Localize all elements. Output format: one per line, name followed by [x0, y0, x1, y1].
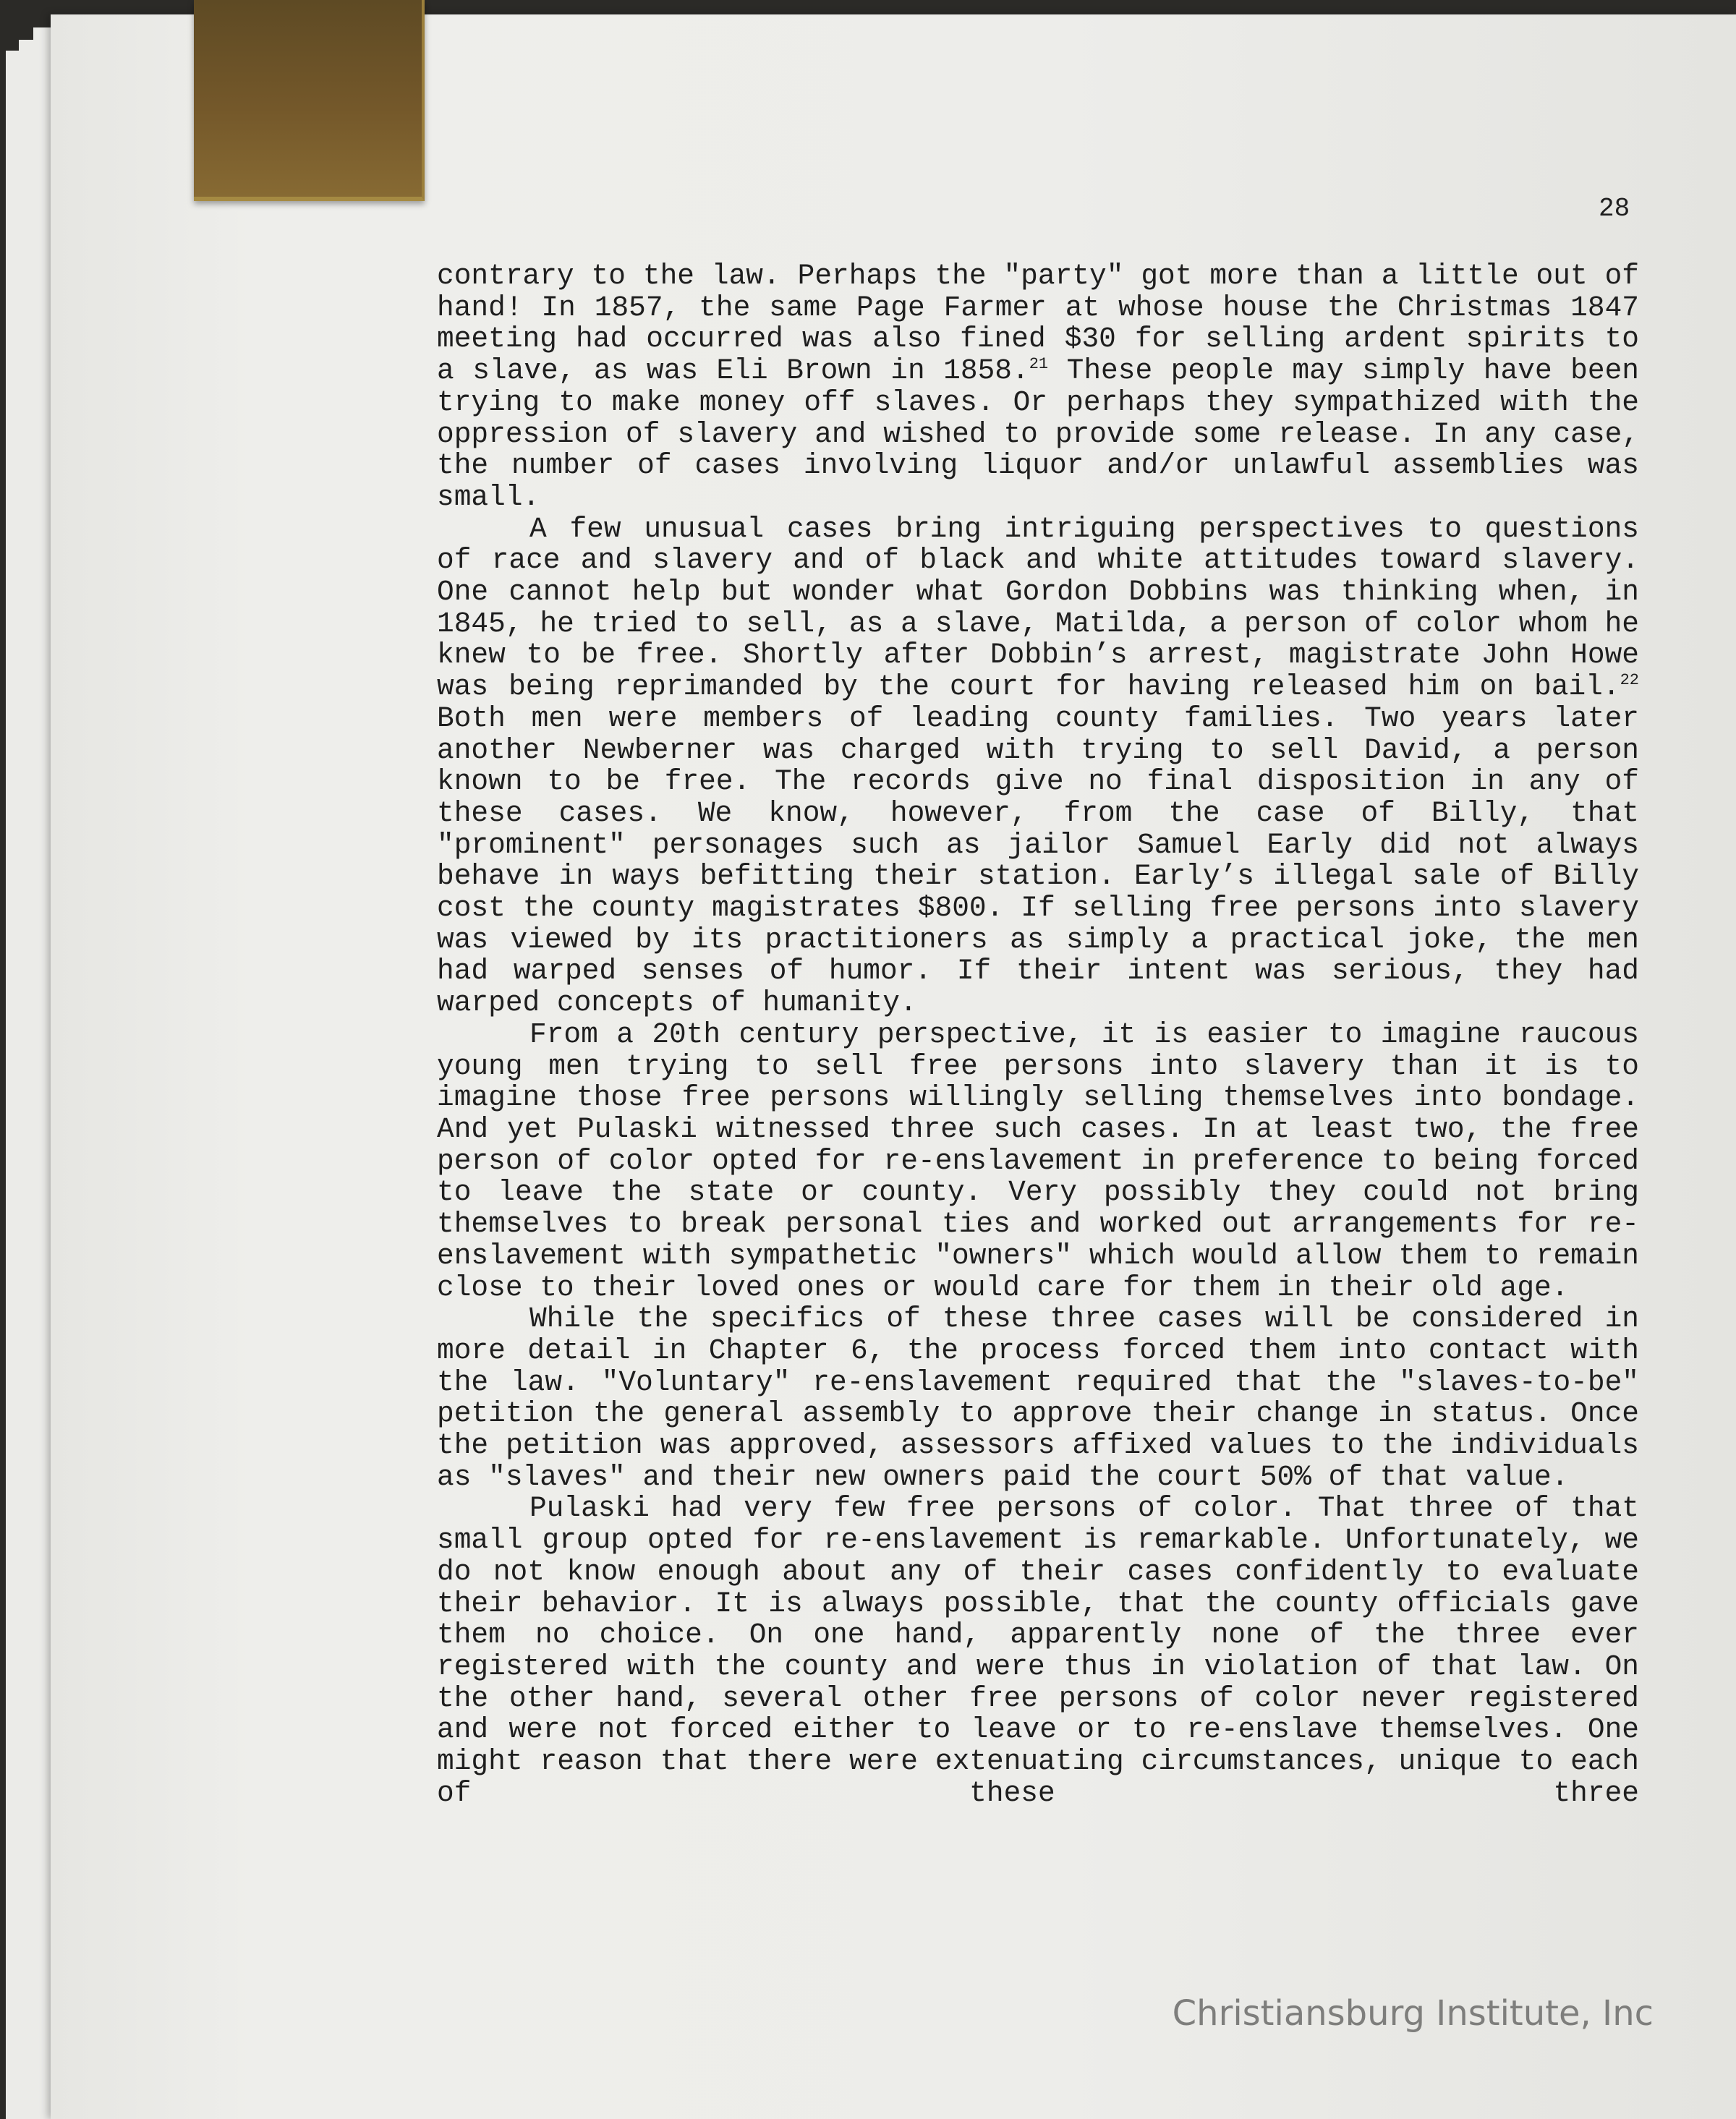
paragraph-text: contrary to the law. Perhaps the "party" got more than a little out of hand! In 1857, the same Page Farmer at whose house the Christmas 1847 meeting had occurred was also fined $30 for selling ardent spirits to a slave, as was Eli Brown in 1858. [437, 260, 1639, 388]
paragraph-text: A few unusual cases bring intriguing perspectives to questions of race and slavery and of black and white attitudes toward slavery. One cannot help but wonder what Gordon Dobbins was thinking when, in 1845, he tried to sell, as a slave, Matilda, a person of color whom he knew to be free. Shortly after Dobbin’s arrest, magistrate John Howe was being reprimanded by the court for having released him on bail. [437, 512, 1639, 704]
paragraph-2 [437, 513, 1639, 1019]
paragraph-text: From a 20th century perspective, it is easier to imagine raucous young men trying to sell free persons into slavery than it is to imagine those free persons willingly selling themselves into bondage. And yet Pulaski witnessed three such cases. In at least two, the free person of color opted for re-enslavement in preference to being forced to leave the state or county. Very possibly they could not bring themselves to break personal ties and worked out arrangements for re-enslavement with sympathetic "owners" which would allow them to remain close to their loved ones or would care for them in their old age. [437, 1018, 1639, 1304]
paragraph-text: While the specifics of these three cases will be considered in more detail in Chapter 6, the process forced them into contact with the law. "Voluntary" re-enslavement required that the "slaves-to-be" petition the general assembly to approve their change in status. Once the petition was approved, assessors affixed values to the individuals as "slaves" and their new owners paid the court 50% of that value. [437, 1302, 1639, 1493]
footnote-ref-22: 22 [1620, 670, 1639, 689]
binder-clip [194, 0, 425, 201]
paragraph-text: Pulaski had very few free persons of color. That three of that small group opted for re-enslavement is remarkable. Unfortunately, we do not know enough about any of their cases confidently to evaluate their behavior. It is always possible, that the county officials gave them no choice. On one hand, apparently none of the three ever registered with the county and were thus in violation of that law. On the other hand, several other free persons of color never registered and were not forced either to leave or to re-enslave themselves. One might reason that there were extenuating circumstances, unique to each of these three [437, 1492, 1639, 1809]
paragraph-5 [437, 1493, 1639, 1809]
paragraph-4 [437, 1303, 1639, 1493]
paragraph-3 [437, 1019, 1639, 1303]
document-body [437, 260, 1639, 1809]
page-number: 28 [1599, 194, 1630, 223]
paragraph-text: Both men were members of leading county families. Two years later another Newberner was charged with trying to sell David, a person known to be free. The records give no final disposition in any of these cases. We know, however, from the case of Billy, that "prominent" personages such as jailor Samuel Early did not always behave in ways befitting their station. Early’s illegal sale of Billy cost the county magistrates $800. If selling free persons into slavery was viewed by its practitioners as simply a practical joke, the men had warped senses of humor. If their intent was serious, they had warped concepts of humanity. [437, 702, 1639, 1020]
paragraph-text: These people may simply have been trying to make money off slaves. Or perhaps they sympathized with the oppression of slavery and wished to provide some release. In any case, the number of cases involving liquor and/or unlawful assemblies was small. [437, 354, 1639, 513]
footnote-ref-21: 21 [1029, 354, 1049, 373]
watermark: Christiansburg Institute, Inc [1172, 1993, 1654, 2034]
paragraph-1 [437, 260, 1639, 513]
